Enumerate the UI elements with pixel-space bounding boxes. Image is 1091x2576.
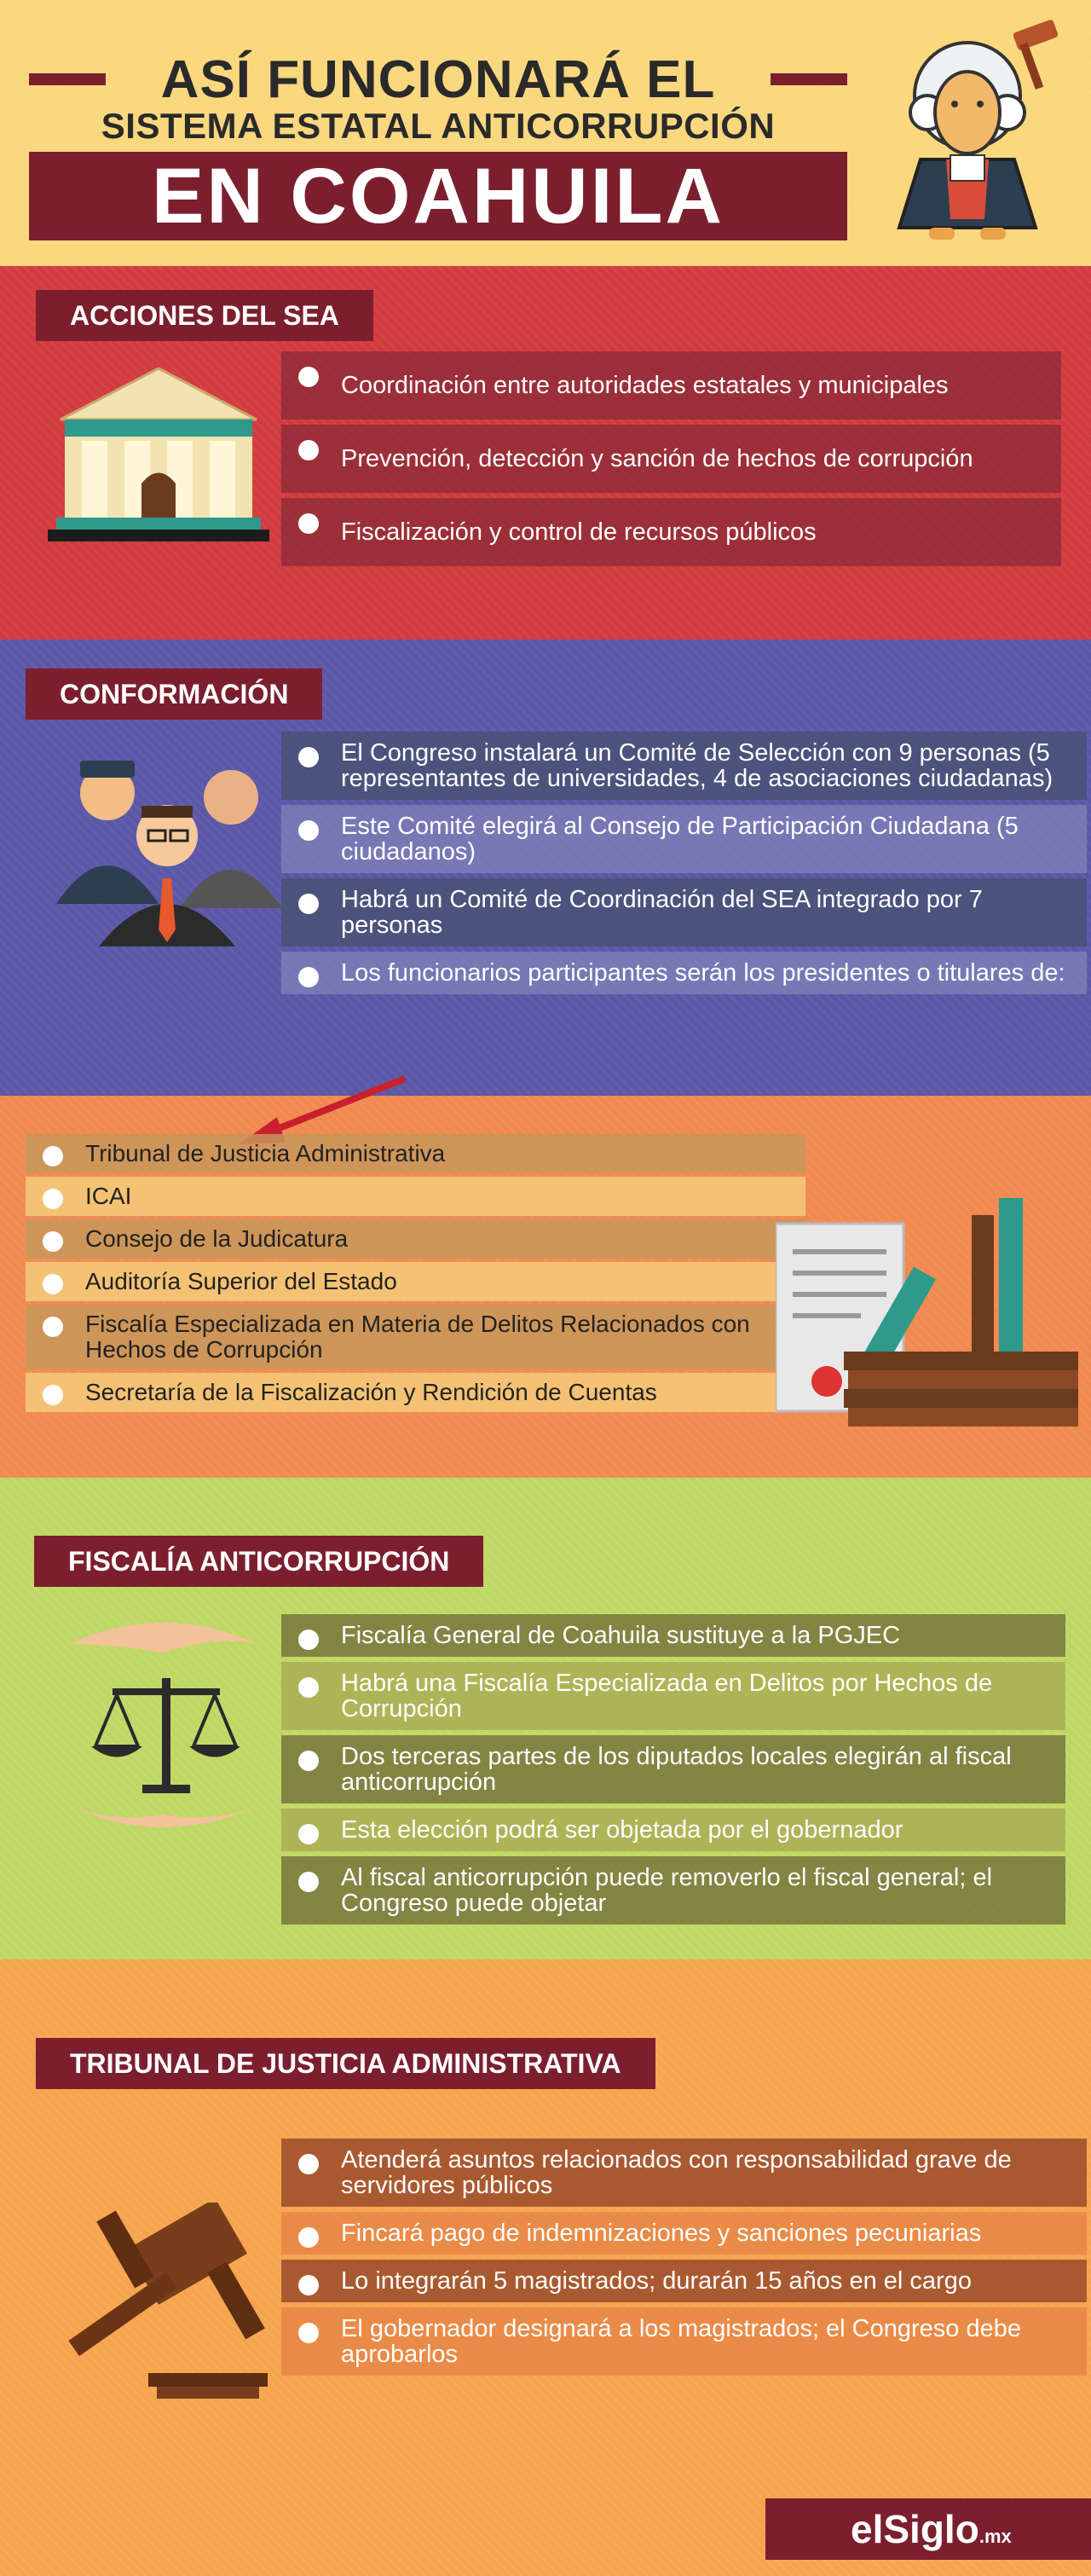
- government-building-icon: [48, 360, 269, 543]
- title-text-1: ASÍ FUNCIONARÁ EL: [160, 49, 716, 109]
- acciones-title: ACCIONES DEL SEA: [36, 290, 373, 341]
- header-section: [0, 0, 1091, 266]
- title-line2: SISTEMA ESTATAL ANTICORRUPCIÓN: [101, 106, 776, 146]
- title-line1: [29, 51, 847, 107]
- bullet-icon: [43, 1146, 63, 1166]
- bullet-icon: [43, 1274, 63, 1294]
- conformacion-title: CONFORMACIÓN: [26, 669, 322, 720]
- fiscalia-list: [281, 1614, 1065, 1930]
- list-item: Habrá una Fiscalía Especializada en Delitos por Hechos de Corrupción: [281, 1662, 1065, 1730]
- bullet-icon: [298, 894, 319, 914]
- conformacion-section: [0, 640, 1091, 1096]
- elsiglo-logo: elSiglo.mx: [765, 2498, 1091, 2560]
- bullet-icon: [298, 1824, 319, 1844]
- list-item: Dos terceras partes de los diputados locales elegirán al fiscal anticorrupción: [281, 1735, 1065, 1803]
- titulares-section: [0, 1096, 1091, 1478]
- list-item: Fiscalización y control de recursos públicos: [281, 498, 1061, 566]
- bullet-icon: [298, 2275, 319, 2295]
- bullet-icon: [298, 1872, 319, 1892]
- tribunal-section: [0, 1959, 1091, 2576]
- list-item: Tribunal de Justicia Administrativa: [26, 1134, 805, 1173]
- titulares-list: [26, 1134, 805, 1415]
- list-item: Al fiscal anticorrupción puede removerlo el fiscal general; el Congreso puede objetar: [281, 1856, 1065, 1925]
- list-item: Consejo de la Judicatura: [26, 1219, 805, 1259]
- list-item: Habrá un Comité de Coordinación del SEA integrado por 7 personas: [281, 878, 1087, 946]
- bullet-icon: [298, 440, 319, 460]
- list-item: Fiscalía Especializada en Materia de Delitos Relacionados con Hechos de Corrupción: [26, 1305, 805, 1369]
- list-item: Prevención, detección y sanción de hechos de corrupción: [281, 425, 1061, 493]
- list-item: Secretaría de la Fiscalización y Rendición de Cuentas: [26, 1373, 805, 1412]
- bullet-icon: [298, 1677, 319, 1698]
- list-item: Lo integrarán 5 magistrados; durarán 15 años en el cargo: [281, 2260, 1087, 2302]
- bullet-icon: [298, 967, 319, 987]
- list-item: Fiscalía General de Coahuila sustituye a la PGJEC: [281, 1614, 1065, 1657]
- bullet-icon: [298, 2227, 319, 2248]
- bullet-icon: [298, 367, 319, 387]
- conformacion-list: [281, 732, 1087, 999]
- bullet-icon: [43, 1317, 63, 1337]
- list-item: Los funcionarios participantes serán los presidentes o titulares de:: [281, 952, 1087, 994]
- gavel-icon: [55, 2203, 285, 2407]
- justice-scales-hands-icon: [61, 1610, 274, 1849]
- tribunal-title: TRIBUNAL DE JUSTICIA ADMINISTRATIVA: [36, 2038, 655, 2089]
- list-item: Coordinación entre autoridades estatales y municipales: [281, 351, 1061, 420]
- list-item: Este Comité elegirá al Consejo de Participación Ciudadana (5 ciudadanos): [281, 805, 1087, 873]
- list-item: Atenderá asuntos relacionados con responsabilidad grave de servidores públicos: [281, 2139, 1087, 2207]
- bullet-icon: [298, 1630, 319, 1650]
- title-line3: EN COAHUILA: [29, 152, 847, 240]
- list-item: ICAI: [26, 1177, 805, 1216]
- bullet-icon: [298, 2154, 319, 2174]
- bullet-icon: [298, 820, 319, 841]
- judge-icon: [886, 19, 1065, 249]
- fiscalia-title: FISCALÍA ANTICORRUPCIÓN: [34, 1536, 483, 1587]
- bullet-icon: [43, 1231, 63, 1252]
- books-documents-icon: [776, 1190, 1078, 1445]
- acciones-section: [0, 266, 1091, 640]
- bullet-icon: [298, 513, 319, 534]
- list-item: El Congreso instalará un Comité de Selección con 9 personas (5 representantes de universidades, 4 de asociaciones ciudadanas): [281, 732, 1087, 800]
- bullet-icon: [298, 747, 319, 767]
- bullet-icon: [298, 1751, 319, 1771]
- list-item: Fincará pago de indemnizaciones y sanciones pecuniarias: [281, 2212, 1087, 2255]
- bullet-icon: [43, 1189, 63, 1209]
- bullet-icon: [298, 2323, 319, 2343]
- list-item: Esta elección podrá ser objetada por el gobernador: [281, 1809, 1065, 1851]
- bullet-icon: [43, 1385, 63, 1405]
- list-item: El gobernador designará a los magistrados; el Congreso debe aprobarlos: [281, 2307, 1087, 2376]
- officials-group-icon: [56, 742, 282, 946]
- list-item: Auditoría Superior del Estado: [26, 1262, 805, 1301]
- fiscalia-section: [0, 1478, 1091, 1959]
- acciones-list: [281, 351, 1061, 571]
- tribunal-list: [281, 2139, 1087, 2381]
